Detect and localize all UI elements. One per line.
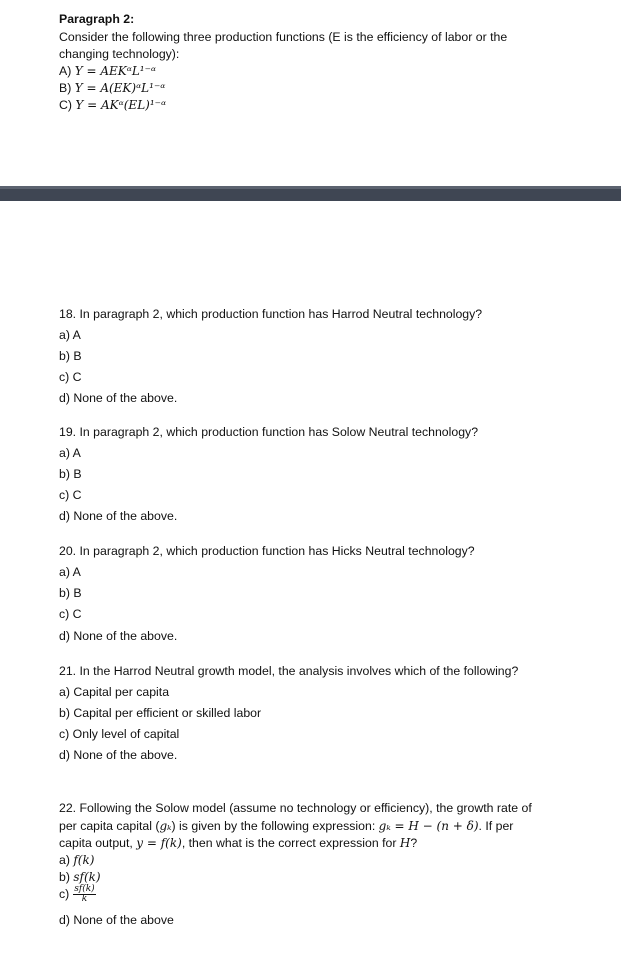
- paragraph-intro-line2: changing technology):: [59, 47, 180, 61]
- paragraph-heading: Paragraph 2:: [59, 12, 135, 26]
- q18-option-c: c) C: [59, 370, 82, 384]
- q22-option-b-label: b): [59, 870, 74, 884]
- function-c: [59, 97, 166, 113]
- q22-stem-line3: [59, 835, 417, 851]
- q22-option-b: [59, 869, 101, 885]
- q22-option-a: [59, 852, 94, 868]
- q19-option-c: c) C: [59, 488, 82, 502]
- q22-option-b-math: sf(k): [73, 870, 101, 884]
- q22-line2-text-a: per capita capital (: [59, 819, 160, 833]
- q21-option-d: d) None of the above.: [59, 748, 178, 762]
- q22-option-c: [59, 885, 96, 904]
- q21-option-a: a) Capital per capita: [59, 685, 170, 699]
- paragraph-intro-line1: Consider the following three production functions (E is the efficiency of labor or the: [59, 30, 508, 44]
- q22-line3-text-c: ?: [410, 836, 418, 850]
- function-a: [59, 63, 156, 79]
- q19-option-d: d) None of the above.: [59, 509, 178, 523]
- q21-stem: 21. In the Harrod Neutral growth model, the analysis involves which of the following?: [59, 664, 519, 678]
- q19-option-b: b) B: [59, 467, 82, 481]
- section-divider-highlight: [0, 186, 621, 189]
- q22-option-c-fraction: [73, 885, 95, 904]
- q21-option-c: c) Only level of capital: [59, 727, 180, 741]
- q22-option-c-label: c): [59, 886, 70, 901]
- function-a-formula: Y = AEKᵅL¹⁻ᵅ: [74, 64, 157, 78]
- function-c-formula: Y = AKᵅ(EL)¹⁻ᵅ: [75, 98, 167, 112]
- q22-growth-equation: gₖ = H − (n + δ): [378, 819, 479, 833]
- q22-stem-line2: [59, 818, 513, 834]
- q22-gk-symbol: gₖ: [159, 819, 172, 833]
- function-c-label: C): [59, 98, 72, 112]
- q22-option-c-denominator: k: [81, 894, 88, 904]
- q22-option-c-numerator: sf(k): [74, 884, 95, 894]
- function-a-label: A): [59, 64, 72, 78]
- q21-option-b: b) Capital per efficient or skilled labor: [59, 706, 262, 720]
- q20-option-b: b) B: [59, 586, 82, 600]
- q22-line2-text-c: . If per: [478, 819, 514, 833]
- q22-line3-text-a: capita output,: [59, 836, 137, 850]
- q18-option-a: a) A: [59, 328, 81, 342]
- q22-h-symbol: H: [399, 836, 411, 850]
- function-b-formula: Y = A(EK)ᵅL¹⁻ᵅ: [74, 81, 166, 95]
- q20-option-a: a) A: [59, 565, 81, 579]
- q22-stem-line1: 22. Following the Solow model (assume no technology or efficiency), the growth rate of: [59, 801, 532, 815]
- function-b: [59, 80, 165, 96]
- q20-option-c: c) C: [59, 607, 82, 621]
- q18-option-b: b) B: [59, 349, 82, 363]
- q22-line2-text-b: ) is given by the following expression:: [171, 819, 379, 833]
- q22-option-d: d) None of the above: [59, 913, 174, 927]
- q20-stem: 20. In paragraph 2, which production function has Hicks Neutral technology?: [59, 544, 475, 558]
- q22-output-equation: y = f(k): [136, 836, 182, 850]
- function-b-label: B): [59, 81, 72, 95]
- q22-line3-text-b: , then what is the correct expression for: [181, 836, 400, 850]
- q18-stem: 18. In paragraph 2, which production function has Harrod Neutral technology?: [59, 307, 483, 321]
- q19-stem: 19. In paragraph 2, which production function has Solow Neutral technology?: [59, 425, 479, 439]
- q19-option-a: a) A: [59, 446, 81, 460]
- q22-option-a-label: a): [59, 853, 74, 867]
- q22-option-a-math: f(k): [73, 853, 95, 867]
- q20-option-d: d) None of the above.: [59, 629, 178, 643]
- q18-option-d: d) None of the above.: [59, 391, 178, 405]
